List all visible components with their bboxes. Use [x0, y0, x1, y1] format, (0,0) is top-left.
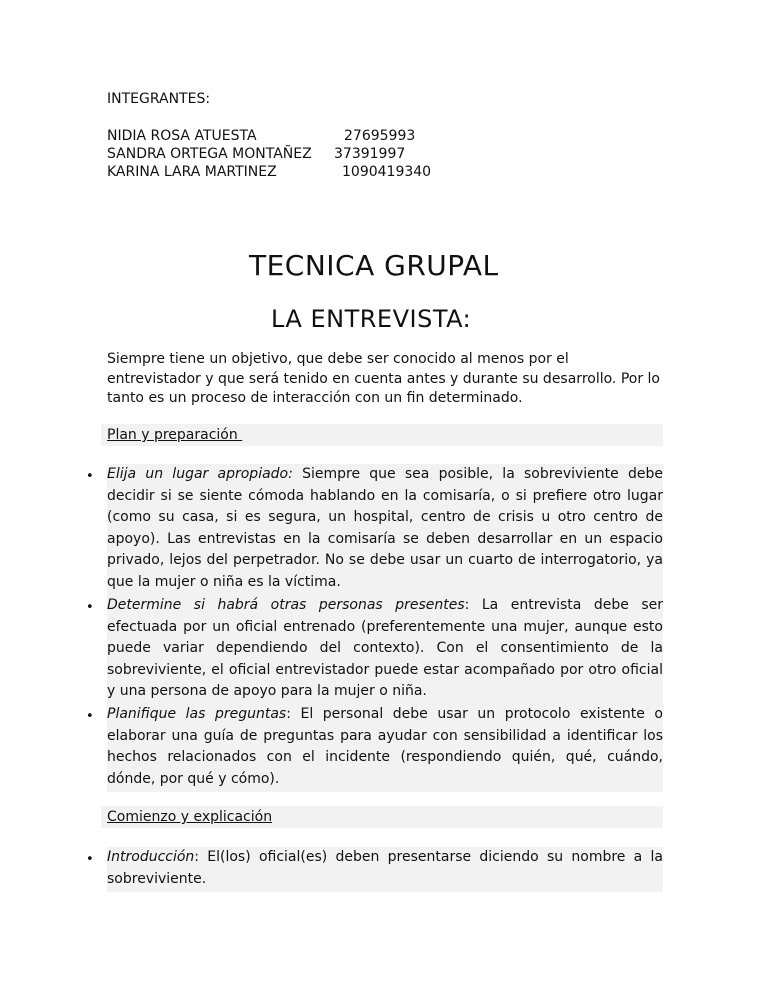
- member-name: KARINA LARA MARTINEZ: [107, 164, 277, 180]
- item-term: Introducción: [107, 849, 195, 865]
- item-text: : El(los) oficial(es) deben presentarse diciendo su nombre a la sobreviviente.: [107, 849, 663, 887]
- section-heading-plan: Plan y preparación: [107, 427, 243, 443]
- member-name: SANDRA ORTEGA MONTAÑEZ: [107, 146, 312, 162]
- member-id: 27695993: [344, 128, 416, 144]
- member-name: NIDIA ROSA ATUESTA: [107, 128, 257, 144]
- section-heading-bar: [101, 424, 663, 446]
- bullet-icon: •: [86, 469, 94, 484]
- member-id: 1090419340: [342, 164, 432, 180]
- section-heading-bar: [101, 806, 663, 828]
- section-heading-comienzo: Comienzo y explicación: [107, 809, 273, 825]
- item-term: Determine si habrá otras personas presentes: [107, 597, 465, 613]
- item-term: Planifique las preguntas: [107, 706, 287, 722]
- item-text: : La entrevista debe ser efectuada por un oficial entrenado (preferentemente una mujer, aunque esto puede variar dependiendo del contexto). Con el consentimiento de la sobreviviente, el oficial entrevistador puede estar acompañado por otro oficial y una persona de apoyo para la mujer o niña.: [107, 597, 663, 699]
- bullet-icon: •: [86, 600, 94, 615]
- document-title: TECNICA GRUPAL: [249, 249, 499, 282]
- item-text: : El personal debe usar un protocolo existente o elaborar una guía de preguntas para ayudar con sensibilidad a identificar los hechos relacionados con el incidente (respondiendo quién, qué, cuándo, dónde, por qué y cómo).: [107, 706, 663, 787]
- item-text: Siempre que sea posible, la sobreviviente debe decidir si se siente cómoda hablando en la comisaría, o si prefiere otro lugar (como su casa, si es segura, un hospital, centro de crisis u otro centro de apoyo). Las entrevistas en la comisaría se deben desarrollar en un espacio privado, lejos del perpetrador. No se debe usar un cuarto de interrogatorio, ya que la mujer o niña es la víctima.: [107, 466, 663, 590]
- list-item: [107, 704, 663, 792]
- member-id: 37391997: [334, 146, 406, 162]
- item-term: Elija un lugar apropiado:: [107, 466, 293, 482]
- list-item: [107, 464, 663, 595]
- integrantes-label: INTEGRANTES:: [107, 91, 211, 107]
- list-item: [107, 847, 663, 892]
- document-subtitle: LA ENTREVISTA:: [271, 305, 472, 333]
- intro-paragraph: Siempre tiene un objetivo, que debe ser conocido al menos por el entrevistador y que será tenido en cuenta antes y durante su desarrollo. Por lo tanto es un proceso de interacción con un fin determinado.: [107, 351, 660, 406]
- bullet-icon: •: [86, 709, 94, 724]
- list-item: [107, 595, 663, 705]
- bullet-icon: •: [86, 852, 94, 867]
